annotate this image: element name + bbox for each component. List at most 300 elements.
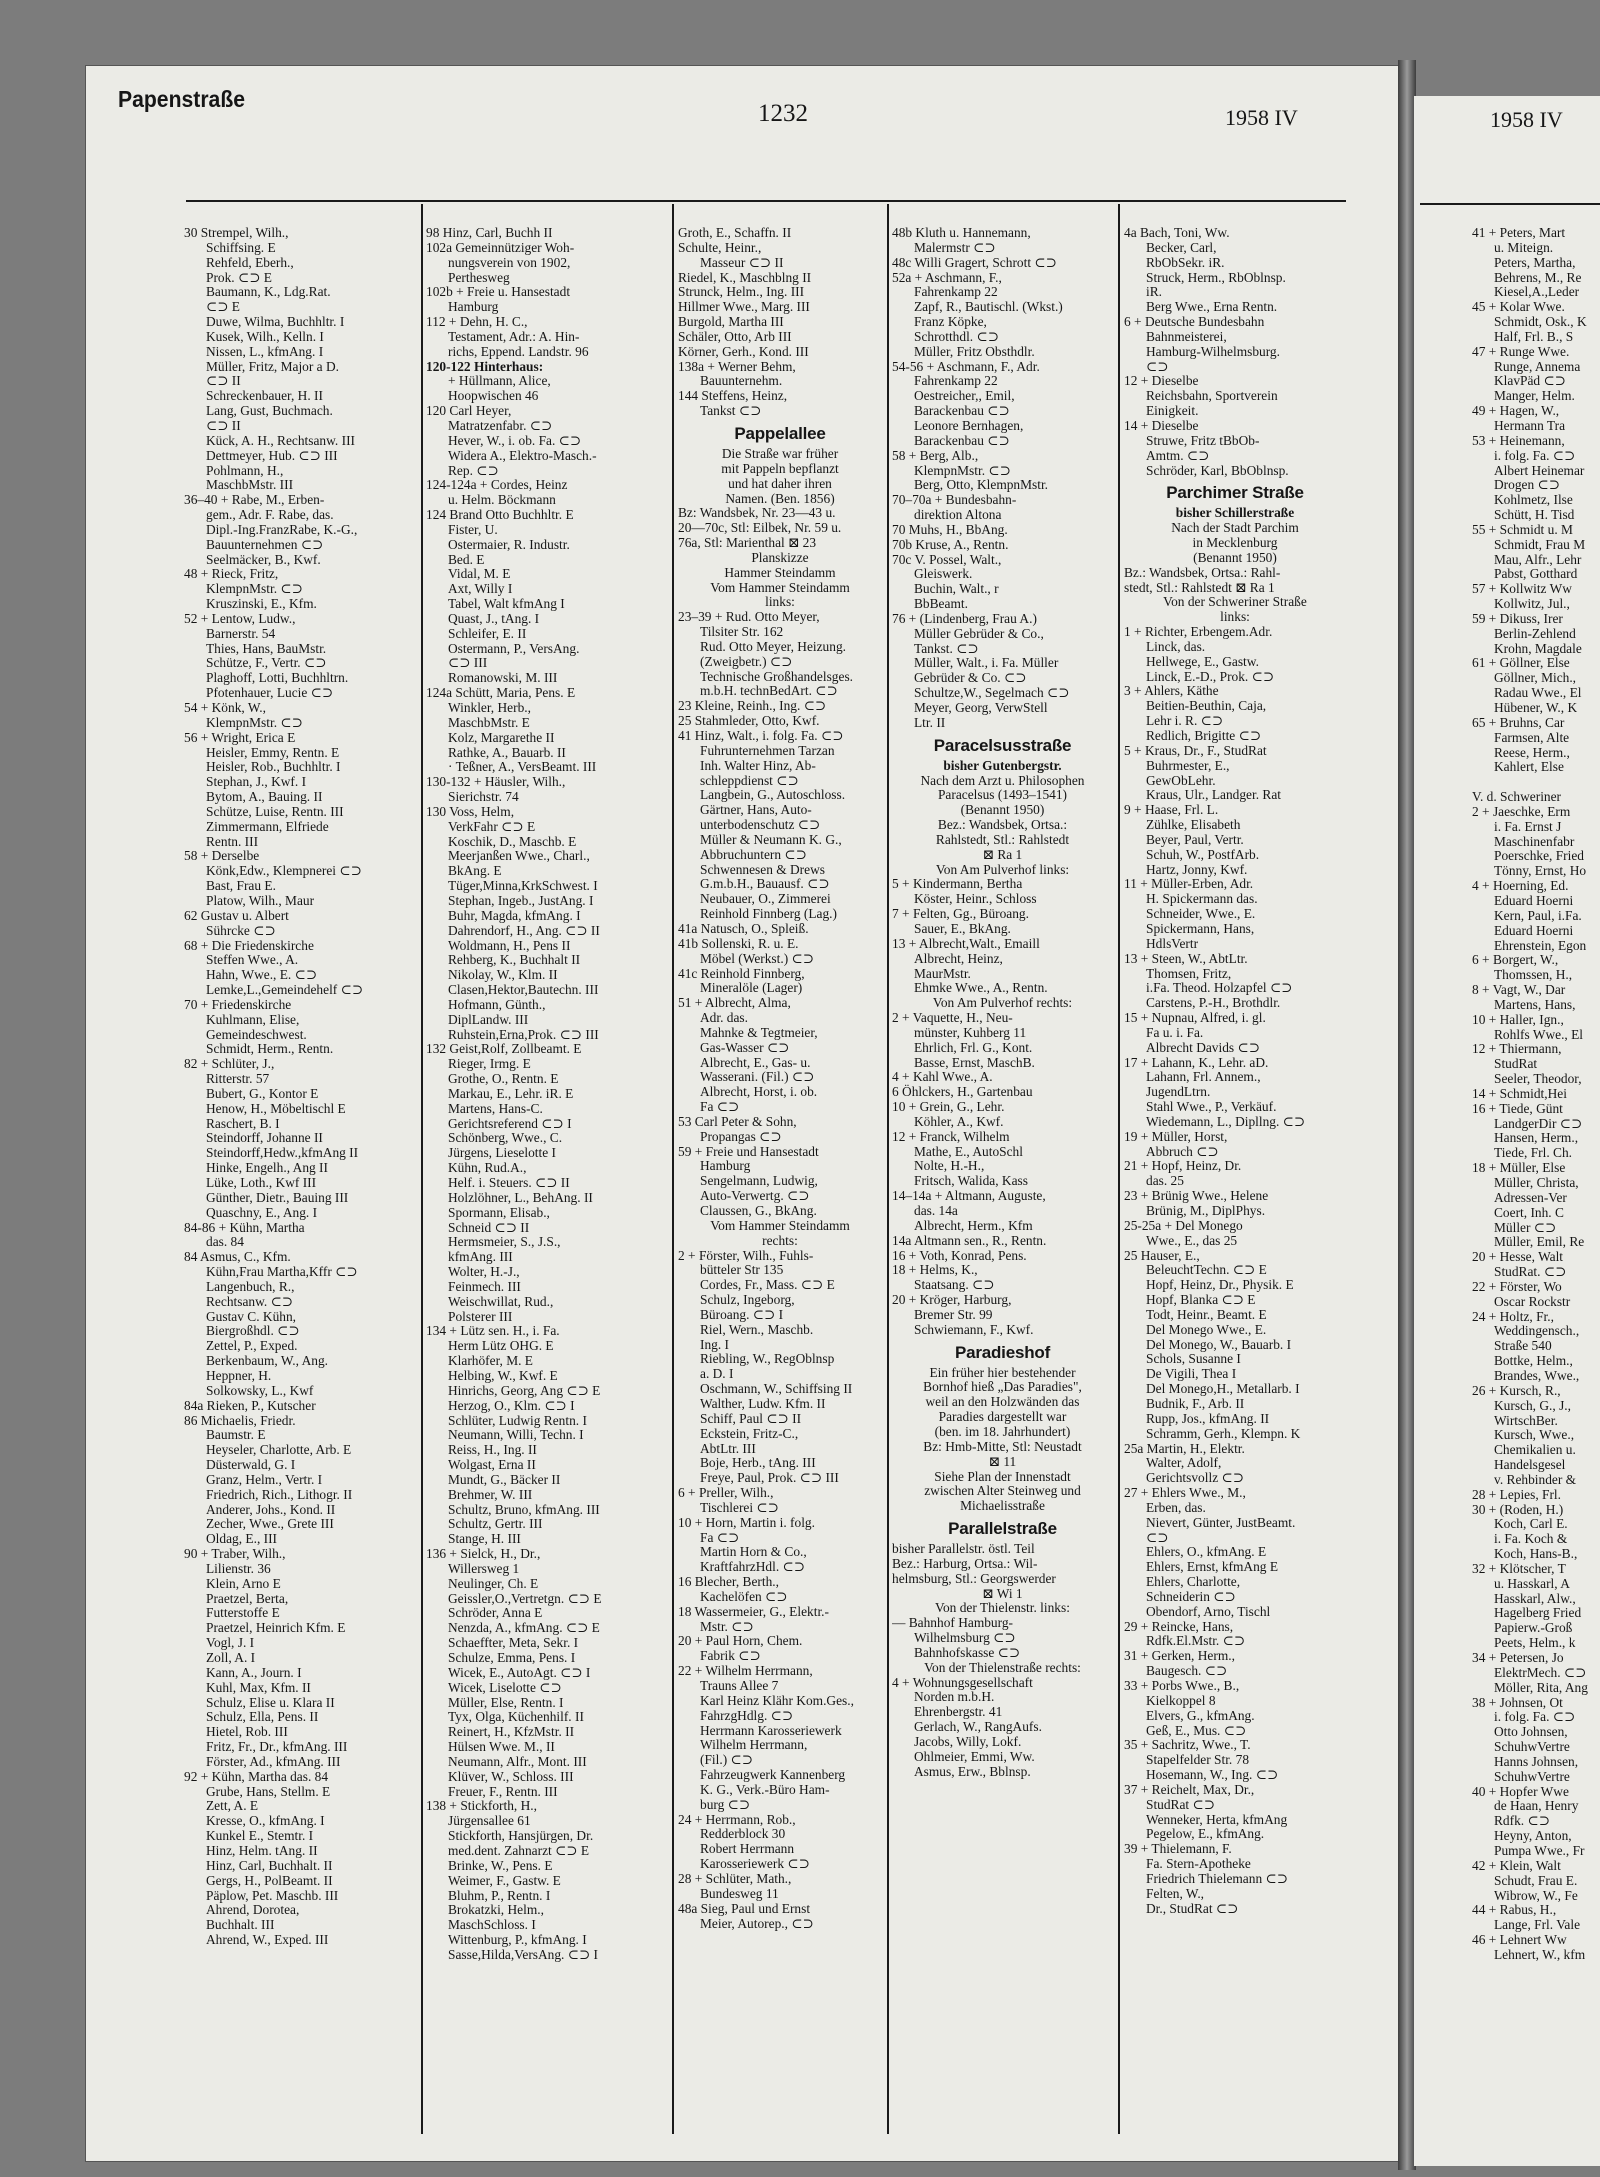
directory-entry: Schönberg, Wwe., C. [448, 1130, 563, 1146]
directory-entry: Schneiderin ⊂⊃ [1146, 1588, 1236, 1604]
directory-entry: Futterstoffe E [206, 1605, 280, 1621]
directory-entry: · Teßner, A., VersBeamt. III [448, 759, 597, 775]
directory-entry: 18 + Müller, Else [1472, 1160, 1566, 1176]
directory-entry: Del Monego Wwe., E. [1146, 1321, 1267, 1337]
directory-entry: Budnik, F., Arb. II [1146, 1395, 1245, 1411]
directory-entry: Helbing, W., Kwf. E [448, 1367, 558, 1383]
directory-entry: Reinhold Finnberg (Lag.) [700, 906, 837, 922]
directory-entry: Zett, A. E [206, 1798, 259, 1814]
directory-entry: 130-132 + Häusler, Wilh., [426, 774, 566, 790]
directory-entry: 55 + Schmidt u. M [1472, 521, 1573, 537]
directory-entry: 41 + Peters, Mart [1472, 226, 1566, 240]
directory-entry: kfmAng. III [448, 1249, 513, 1265]
directory-entry: 29 + Reincke, Hans, [1124, 1618, 1234, 1634]
directory-entry: Staatsang. ⊂⊃ [914, 1277, 995, 1293]
directory-entry: 70 + Friedenskirche [184, 996, 292, 1012]
directory-entry: MaschbMstr. III [206, 477, 294, 493]
directory-entry: Buhr, Magda, kfmAng. I [448, 907, 581, 923]
directory-entry: Geissler,O.,Vertretgn. ⊂⊃ E [448, 1590, 602, 1606]
directory-entry: Klüver, W., Schloss. III [448, 1768, 574, 1784]
directory-entry: 40 + Hopfer Wwe [1472, 1783, 1569, 1799]
street-heading: Paracelsusstraße [933, 735, 1072, 755]
directory-entry: Rentn. III [206, 833, 259, 849]
directory-entry: Baumstr. E [206, 1427, 266, 1443]
directory-entry: Ehlers, O., kfmAng. E [1146, 1544, 1267, 1560]
directory-entry: 24 + Herrmann, Rob., [678, 1811, 796, 1827]
directory-entry: Heisler, Rob., Buchhltr. I [206, 759, 341, 775]
street-note: ⊠ Wi 1 [982, 1585, 1023, 1601]
directory-entry: Clasen,Hektor,Bautechn. III [448, 982, 599, 998]
directory-entry: das. 25 [1146, 1173, 1184, 1189]
directory-entry: de Haan, Henry [1494, 1798, 1579, 1814]
street-note: Paracelsus (1493–1541) [937, 787, 1068, 803]
directory-entry: 14a Altmann sen., R., Rentn. [892, 1232, 1047, 1248]
directory-entry: Mundt, G., Bäcker II [448, 1471, 561, 1487]
directory-entry: Albrecht Davids ⊂⊃ [1146, 1039, 1260, 1055]
directory-entry: Redlich, Brigitte ⊂⊃ [1146, 728, 1262, 743]
directory-entry: Bremer Str. 99 [914, 1306, 993, 1322]
directory-entry: Grube, Hans, Stellm. E [206, 1783, 331, 1799]
directory-entry: Gärtner, Hans, Auto- [700, 802, 812, 818]
directory-entry: i.Fa. Theod. Holzapfel ⊂⊃ [1146, 980, 1293, 996]
directory-entry: Kuhlmann, Elise, [206, 1011, 300, 1027]
directory-entry: Wenneker, Herta, kfmAng [1146, 1811, 1288, 1827]
directory-entry: 68 + Die Friedenskirche [184, 937, 314, 953]
street-note: Nach dem Arzt u. Philosophen [920, 772, 1085, 788]
directory-entry: Schulz, Ella, Pens. II [206, 1709, 319, 1725]
directory-entry: Dr., StudRat ⊂⊃ [1146, 1900, 1239, 1916]
directory-entry: Tankst. ⊂⊃ [914, 640, 979, 656]
directory-entry: 41 Hinz, Walt., i. folg. Fa. ⊂⊃ [678, 728, 844, 743]
directory-entry: Carstens, P.-H., Brothdlr. [1146, 995, 1281, 1011]
directory-entry: Abbruch ⊂⊃ [1146, 1143, 1219, 1159]
directory-entry: 14 + Schmidt,Hei [1472, 1085, 1567, 1101]
street-note: rechts: [762, 1232, 798, 1248]
directory-entry: 38 + Johnsen, Ot [1472, 1694, 1563, 1710]
column-divider [421, 204, 423, 2134]
directory-entry: Thies, Hans, BauMstr. [206, 640, 327, 656]
directory-entry: Wittenburg, P., kfmAng. I [448, 1932, 587, 1948]
directory-entry: helmsburg, Stl.: Georgswerder [892, 1570, 1056, 1586]
directory-entry: ⊂⊃ E [206, 299, 240, 315]
directory-entry: Kursch, Wwe., [1494, 1427, 1575, 1443]
directory-entry: 10 + Grein, G., Lehr. [892, 1099, 1005, 1115]
directory-entry: Del Monego,H., Metallarb. I [1146, 1381, 1300, 1397]
directory-entry: 10 + Horn, Martin i. folg. [678, 1514, 815, 1530]
directory-entry: Schaeffter, Meta, Sekr. I [448, 1635, 579, 1651]
directory-entry: Solkowsky, L., Kwf [206, 1382, 314, 1398]
street-note: weil an den Holzwänden das [925, 1394, 1080, 1410]
directory-entry: Reese, Herm., [1494, 744, 1570, 760]
directory-entry: a. D. I [700, 1366, 734, 1382]
directory-entry: Koch, Hans-B., [1494, 1546, 1578, 1562]
directory-entry: Gas-Wasser ⊂⊃ [700, 1039, 790, 1055]
directory-column-5 [1124, 226, 1346, 1917]
directory-entry: Handelsgesel [1494, 1457, 1566, 1473]
directory-entry: Markau, E., Lehr. iR. E [448, 1085, 574, 1101]
directory-entry: Kusek, Wilh., Kelln. I [206, 328, 324, 344]
directory-entry: Bed. E [448, 551, 485, 567]
directory-entry: Möller, Rita, Ang [1494, 1679, 1588, 1695]
directory-entry: Lehnert, W., kfm [1494, 1946, 1586, 1962]
directory-entry: 23 + Brünig Wwe., Helene [1124, 1188, 1269, 1204]
directory-entry: 17 + Lahann, K., Lehr. aD. [1124, 1054, 1269, 1070]
directory-entry: Dipl.-Ing.FranzRabe, K.-G., [206, 521, 358, 537]
directory-entry: Hinz, Helm. tAng. II [206, 1842, 318, 1858]
directory-entry: Stange, H. III [448, 1531, 521, 1547]
directory-entry: 6 + Borgert, W., [1472, 952, 1559, 968]
directory-entry: 76 + (Lindenberg, Frau A.) [892, 610, 1037, 626]
directory-entry: KraftfahrzHdl. ⊂⊃ [700, 1559, 805, 1575]
directory-entry: Zecher, Wwe., Grete III [206, 1516, 334, 1532]
directory-entry: Rupp, Jos., kfmAng. II [1146, 1410, 1270, 1426]
directory-entry: Kahlert, Else [1494, 759, 1564, 775]
directory-entry: Mineralöle (Lager) [700, 980, 803, 996]
directory-entry: Del Monego, W., Bauarb. I [1146, 1336, 1292, 1352]
directory-entry: 18 + Helms, K., [892, 1262, 978, 1278]
directory-entry: VerkFahr ⊂⊃ E [448, 818, 536, 834]
directory-entry: Norden m.b.H. [914, 1689, 995, 1705]
directory-entry: Oestreicher,, Emil, [914, 388, 1015, 404]
directory-entry: Otto Johnsen, [1494, 1724, 1568, 1740]
directory-entry: Lange, Frl. Vale [1494, 1917, 1581, 1933]
directory-entry: Müller ⊂⊃ [1494, 1219, 1557, 1235]
directory-entry: 134 + Lütz sen. H., i. Fa. [426, 1323, 560, 1339]
directory-entry: + Hüllmann, Alice, [448, 373, 551, 389]
directory-entry: Wilhelmsburg ⊂⊃ [914, 1630, 1016, 1646]
directory-entry: 102b + Freie u. Hansestadt [426, 284, 571, 300]
directory-entry: Neubauer, O., Zimmerei [700, 891, 831, 907]
directory-entry: BeleuchtTechn. ⊂⊃ E [1146, 1262, 1267, 1278]
directory-entry: Bauunternehmen ⊂⊃ [206, 536, 324, 552]
street-note: ⊠ 11 [988, 1453, 1017, 1469]
directory-entry: Ritterstr. 57 [206, 1071, 270, 1087]
directory-entry: Reinert, H., KfzMstr. II [448, 1724, 575, 1740]
directory-entry: Hanns Johnsen, [1494, 1753, 1579, 1769]
directory-entry: Eduard Hoerni [1494, 922, 1574, 938]
directory-entry: Abbruchuntern ⊂⊃ [700, 846, 807, 862]
directory-entry: Lemke,L.,Gemeindehelf ⊂⊃ [206, 982, 364, 998]
directory-entry: KlempnMstr. ⊂⊃ [206, 714, 303, 730]
directory-entry: Hoopwischen 46 [448, 388, 539, 404]
directory-entry: bütteler Str 135 [700, 1262, 784, 1278]
directory-entry: 70c V. Possel, Walt., [892, 551, 1002, 567]
directory-entry: 13 + Steen, W., AbtLtr. [1124, 950, 1248, 966]
directory-entry: Grothe, O., Rentn. E [448, 1071, 559, 1087]
directory-entry: Tiede, Frl. Ch. [1494, 1145, 1573, 1161]
directory-entry: Linck, das. [1146, 638, 1206, 654]
directory-entry: Walther, Ludw. Kfm. II [700, 1395, 826, 1411]
directory-entry: 33 + Porbs Wwe., B., [1124, 1678, 1240, 1693]
directory-entry: 31 + Gerken, Herm., [1124, 1648, 1235, 1664]
directory-entry: 14 + Dieselbe [1124, 417, 1199, 433]
directory-entry: 30 + (Roden, H.) [1472, 1501, 1564, 1517]
directory-entry: Sasse,Hilda,VersAng. ⊂⊃ I [448, 1946, 599, 1962]
directory-entry: Propangas ⊂⊃ [700, 1128, 782, 1144]
directory-entry: Bottke, Helm., [1494, 1353, 1573, 1369]
directory-entry: Schütt, H. Tisd [1494, 507, 1575, 523]
directory-entry: richs, Eppend. Landstr. 96 [448, 343, 589, 359]
directory-entry: Amtm. ⊂⊃ [1146, 447, 1210, 463]
street-note: Vom Hammer Steindamm [710, 579, 850, 595]
directory-entry: Wasserani. (Fil.) ⊂⊃ [700, 1069, 815, 1085]
directory-entry: 41b Sollenski, R. u. E. [678, 935, 799, 951]
directory-entry: Kielkoppel 8 [1146, 1692, 1216, 1708]
directory-entry: ⊂⊃ II [206, 373, 241, 389]
directory-entry: Friedrich, Rich., Lithogr. II [206, 1486, 353, 1502]
directory-entry: Jacobs, Willy, Lokf. [914, 1734, 1022, 1749]
directory-entry: 2 + Vaquette, H., Neu- [892, 1010, 1013, 1026]
street-heading: Parchimer Straße [1166, 483, 1304, 503]
street-note: links: [1220, 609, 1250, 625]
directory-entry: Oscar Rockstr [1494, 1293, 1571, 1309]
directory-entry: Albert Heinemar [1494, 462, 1585, 478]
directory-entry: Rohlfs Wwe., El [1494, 1026, 1584, 1042]
directory-entry: SchuhwVertre [1494, 1739, 1570, 1755]
street-note: in Mecklenburg [1192, 535, 1278, 551]
directory-entry: ⊂⊃ [1146, 1529, 1169, 1545]
directory-entry: das. 14a [914, 1203, 958, 1218]
directory-entry: Schulte, Heinr., [678, 239, 762, 255]
street-note: Bez.: Wandsbek, Ortsa.: [937, 817, 1068, 833]
directory-entry: Todt, Heinr., Beamt. E [1146, 1306, 1267, 1322]
directory-entry: Ehlers, Ernst, kfmAng E [1146, 1559, 1279, 1575]
directory-entry: Einigkeit. [1146, 403, 1199, 419]
directory-entry: Hamburg [448, 299, 499, 315]
directory-entry: Schmidt, Osk., K [1494, 314, 1587, 330]
directory-entry: Rep. ⊂⊃ [448, 462, 499, 478]
directory-entry: 20—70c, Stl: Eilbek, Nr. 59 u. [678, 520, 842, 536]
directory-entry: Rdfk.El.Mstr. ⊂⊃ [1146, 1633, 1246, 1649]
directory-entry: Coert, Inh. C [1494, 1204, 1564, 1220]
directory-entry: Gerlach, W., RangAufs. [914, 1719, 1042, 1735]
directory-entry: Runge, Annema [1494, 358, 1581, 374]
column-divider [887, 204, 889, 2134]
directory-entry: 132 Geist,Rolf, Zollbeamt. E [426, 1041, 582, 1057]
directory-entry: Widera A., Elektro-Masch.- [448, 447, 597, 463]
directory-entry: Beitien-Beuthin, Caja, [1146, 698, 1267, 714]
directory-entry: Hagelberg Fried [1494, 1605, 1582, 1621]
directory-entry: Fahrenkamp 22 [914, 373, 998, 389]
directory-entry: 22 + Förster, Wo [1472, 1278, 1562, 1294]
directory-entry: Claussen, G., BkAng. [700, 1203, 817, 1218]
directory-column-1 [184, 226, 416, 1948]
directory-entry: 20 + Paul Horn, Chem. [678, 1633, 803, 1649]
directory-entry: Hopf, Blanka ⊂⊃ E [1146, 1292, 1256, 1308]
directory-entry: Berg Wwe., Erna Rentn. [1146, 299, 1278, 315]
directory-entry: Baumann, K., Ldg.Rat. [206, 284, 331, 300]
directory-entry: Boje, Herb., tAng. III [700, 1455, 816, 1471]
directory-entry: MaschSchloss. I [448, 1917, 536, 1933]
directory-entry: i. folg. Fa. ⊂⊃ [1494, 447, 1576, 463]
directory-entry: Ohlmeier, Emmi, Ww. [914, 1748, 1035, 1764]
directory-entry: nungsverein von 1902, [448, 254, 571, 270]
directory-entry: Fahrzeugwerk Kannenberg [700, 1767, 846, 1783]
directory-entry: Winkler, Herb., [448, 700, 531, 715]
directory-entry: Pegelow, E., kfmAng. [1146, 1826, 1265, 1842]
directory-entry: Brandes, Wwe., [1494, 1367, 1580, 1383]
directory-entry: 10 + Haller, Ign., [1472, 1011, 1564, 1027]
directory-entry: Eckstein, Fritz-C., [700, 1425, 799, 1441]
directory-entry: Peets, Helm., k [1494, 1635, 1576, 1651]
directory-entry: Nenzda, A., kfmAng. ⊂⊃ E [448, 1620, 600, 1636]
directory-entry: Rehfeld, Eberh., [206, 254, 294, 270]
directory-entry: Fa ⊂⊃ [700, 1099, 740, 1115]
directory-entry: Karosseriewerk ⊂⊃ [700, 1856, 810, 1872]
street-note: Von Am Pulverhof links: [935, 861, 1070, 877]
directory-entry: 12 + Dieselbe [1124, 373, 1199, 389]
directory-entry: i. Fa. Ernst J [1494, 818, 1562, 834]
directory-entry: i. Fa. Koch & [1494, 1531, 1568, 1547]
directory-entry: 5 + Kraus, Dr., F., StudRat [1124, 742, 1267, 758]
directory-entry: Maschinenfabr [1494, 833, 1575, 849]
directory-entry: Hellwege, E., Gastw. [1146, 653, 1259, 669]
directory-entry: Matratzenfabr. ⊂⊃ [448, 417, 553, 433]
directory-entry: Martens, Hans, [1494, 996, 1576, 1012]
directory-entry: Klarhöfer, M. E [448, 1353, 533, 1369]
directory-column-6 [1472, 226, 1600, 1963]
directory-entry: Kück, A. H., Rechtsanw. III [206, 432, 355, 448]
directory-entry: Köhler, A., Kwf. [914, 1113, 1004, 1129]
directory-entry: Barackenbau ⊂⊃ [914, 432, 1010, 448]
directory-entry: Straße 540 [1494, 1338, 1552, 1354]
directory-entry: Schütze, F., Vertr. ⊂⊃ [206, 655, 327, 671]
directory-entry: Chemikalien u. [1494, 1442, 1576, 1458]
directory-entry: Malermstr ⊂⊃ [914, 239, 996, 255]
directory-entry: Hever, W., i. ob. Fa. ⊂⊃ [448, 432, 582, 448]
directory-entry: Fa ⊂⊃ [700, 1529, 740, 1545]
directory-entry: 112 + Dehn, H. C., [426, 314, 528, 330]
street-note: Die Straße war früher [721, 445, 839, 461]
directory-entry: Müller, Fritz, Major a D. [206, 358, 339, 374]
directory-entry: Schreckenbauer, H. II [206, 388, 323, 404]
directory-entry: — Bahnhof Hamburg- [892, 1615, 1013, 1631]
directory-entry: 130 Voss, Helm, [426, 803, 515, 819]
directory-entry: 1 + Richter, Erbengem.Adr. [1124, 624, 1273, 640]
directory-entry: 52 + Lentow, Ludw., [184, 610, 296, 626]
street-note: Vom Hammer Steindamm [710, 1217, 850, 1233]
directory-entry: 3 + Ahlers, Käthe [1124, 683, 1219, 699]
directory-entry: Kann, A., Journ. I [206, 1664, 302, 1680]
street-note: Nach der Stadt Parchim [1171, 520, 1299, 536]
directory-entry: Förster, Ad., kfmAng. III [206, 1753, 341, 1769]
directory-entry: StudRat [1494, 1056, 1538, 1072]
directory-entry: Nissen, L., kfmAng. I [206, 343, 324, 359]
directory-entry: 12 + Franck, Wilhelm [892, 1128, 1010, 1144]
directory-entry: 124-124a + Cordes, Heinz [426, 477, 568, 493]
directory-entry: Stephan, Ingeb., JustAng. I [448, 892, 594, 908]
directory-entry: Geß, E., Mus. ⊂⊃ [1146, 1722, 1247, 1738]
directory-entry: 54 + Könk, W., [184, 700, 266, 715]
directory-entry: 4 + Hoerning, Ed. [1472, 878, 1569, 894]
directory-entry: Sauer, E., BkAng. [914, 920, 1011, 936]
directory-entry: Tankst ⊂⊃ [700, 403, 762, 419]
directory-entry: Martens, Hans-C. [448, 1100, 543, 1116]
directory-entry: 4a Bach, Toni, Ww. [1124, 226, 1230, 240]
directory-entry: Kern, Paul, i.Fa. [1494, 907, 1582, 923]
directory-column-4 [892, 226, 1113, 1780]
directory-entry: Düsterwald, G. I [206, 1457, 296, 1473]
directory-entry: SchuhwVertre [1494, 1768, 1570, 1784]
header-rule [186, 200, 1346, 202]
directory-entry: 57 + Kollwitz Ww [1472, 581, 1572, 597]
directory-entry: GewObLehr. [1146, 772, 1216, 788]
street-heading: Parallelstraße [948, 1519, 1057, 1539]
column-divider [1118, 204, 1120, 2134]
directory-entry: Wwe., E., das 25 [1146, 1232, 1238, 1248]
directory-entry: Praetzel, Berta, [206, 1590, 289, 1606]
directory-entry: Zühlke, Elisabeth [1146, 817, 1241, 833]
directory-entry: Fister, U. [448, 521, 498, 537]
directory-entry: Kühn, Rud.A., [448, 1160, 527, 1176]
directory-entry: HdlsVertr [1146, 935, 1199, 951]
directory-entry: 49 + Hagen, W., [1472, 403, 1560, 419]
directory-entry: Beyer, Paul, Vertr. [1146, 831, 1244, 847]
directory-entry: 120-122 Hinterhaus: [426, 358, 544, 374]
directory-entry: u. Miteign. [1494, 239, 1554, 255]
directory-entry: Kollwitz, Jul., [1494, 596, 1570, 612]
directory-entry: Albrecht, E., Gas- u. [700, 1054, 811, 1070]
directory-entry: 138a + Werner Behm, [678, 358, 796, 374]
directory-entry: 70 Muhs, H., BbAng. [892, 521, 1008, 537]
directory-entry: Auto-Verwertg. ⊂⊃ [700, 1188, 810, 1204]
directory-entry: Rehberg, K., Buchhalt II [448, 952, 581, 968]
directory-entry: Berlin-Zehlend [1494, 625, 1576, 641]
directory-entry: Herzog, O., Klm. ⊂⊃ I [448, 1397, 575, 1413]
directory-entry: Schmidt, Herm., Rentn. [206, 1041, 334, 1057]
directory-entry: Lilienstr. 36 [206, 1560, 271, 1576]
directory-entry: JugendLtrn. [1146, 1084, 1211, 1100]
directory-entry: Cordes, Fr., Mass. ⊂⊃ E [700, 1277, 835, 1293]
directory-entry: 47 + Runge Wwe. [1472, 343, 1570, 359]
street-note: bisher Gutenbergstr. [943, 757, 1062, 773]
directory-entry: Kunkel E., Stemtr. I [206, 1828, 314, 1844]
directory-entry: Baugesch. ⊂⊃ [1146, 1663, 1228, 1679]
directory-entry: Hillmer Wwe., Marg. III [678, 299, 810, 315]
directory-entry: Behrens, M., Re [1494, 269, 1582, 285]
directory-entry: 70b Kruse, A., Rentn. [892, 536, 1009, 552]
directory-entry: 23 Kleine, Reinh., Ing. ⊂⊃ [678, 698, 827, 714]
directory-entry: Oschmann, W., Schiffsing II [700, 1381, 853, 1397]
directory-entry: 2 + Förster, Wilh., Fuhls- [678, 1247, 814, 1263]
directory-entry: 53 + Heinemann, [1472, 432, 1565, 448]
directory-entry: 20 + Hesse, Walt [1472, 1249, 1564, 1265]
street-note: Von der Schweriner Straße [1163, 594, 1307, 610]
directory-entry: Poerschke, Fried [1494, 848, 1584, 864]
directory-entry: Schultz, Gertr. III [448, 1516, 543, 1532]
directory-entry: Hopf, Heinz, Dr., Physik. E [1146, 1277, 1294, 1293]
directory-entry: burg ⊂⊃ [700, 1796, 751, 1812]
directory-entry: Spormann, Elisab., [448, 1204, 550, 1220]
directory-entry: Hosemann, W., Ing. ⊂⊃ [1146, 1767, 1279, 1783]
directory-entry: 4 + Kahl Wwe., A. [892, 1069, 993, 1085]
street-note: Planskizze [751, 549, 809, 565]
directory-entry: Schröder, Karl, BbOblnsp. [1146, 462, 1289, 478]
directory-entry: 23–39 + Rud. Otto Meyer, [678, 609, 820, 625]
directory-entry: KlempnMstr. ⊂⊃ [206, 581, 303, 597]
directory-entry: Könk,Edw., Klempnerei ⊂⊃ [206, 863, 362, 879]
directory-entry: Koschik, D., Maschb. E [448, 833, 577, 849]
directory-entry: Tabel, Walt kfmAng I [448, 596, 565, 612]
directory-entry: Kolz, Margarethe II [448, 729, 555, 745]
directory-entry: Robert Herrmann [700, 1841, 795, 1857]
directory-entry: Hinke, Engelh., Ang II [206, 1160, 328, 1176]
directory-entry: 12 + Thiermann, [1472, 1041, 1562, 1057]
directory-entry: 65 + Bruhns, Car [1472, 714, 1565, 730]
directory-entry: 30 Strempel, Wilh., [184, 226, 289, 240]
directory-entry: Neumann, Alfr., Mont. III [448, 1753, 587, 1769]
directory-entry: Lehr i. R. ⊂⊃ [1146, 713, 1224, 729]
